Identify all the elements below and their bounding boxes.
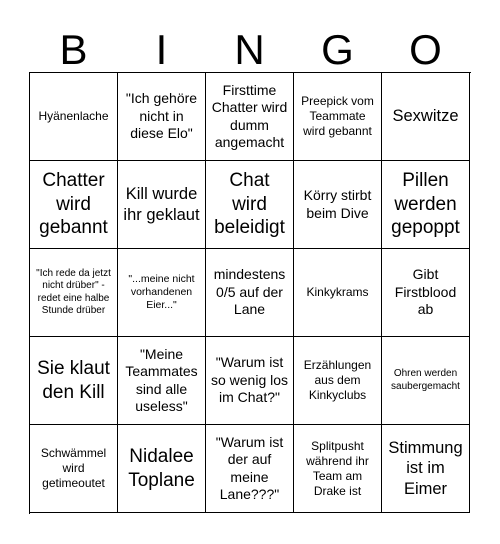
- bingo-cell[interactable]: [206, 425, 294, 513]
- cell-text: Sexwitze: [392, 107, 459, 126]
- bingo-cell[interactable]: [206, 73, 294, 161]
- cell-text: "Warum ist der auf meine Lane???": [215, 433, 284, 502]
- bingo-cell[interactable]: [118, 73, 206, 161]
- header-letter-g: G: [321, 26, 355, 73]
- cell-text: Stimmung ist im Eimer: [388, 438, 463, 498]
- cell-text: Nidalee Toplane: [128, 445, 195, 491]
- cell-text: Gibt Firstblood ab: [394, 266, 457, 318]
- bingo-cell[interactable]: [294, 161, 382, 249]
- bingo-cell[interactable]: [118, 161, 206, 249]
- bingo-grid: [29, 72, 471, 514]
- cell-text: Schwämmel wird getimeoutet: [40, 446, 107, 490]
- cell-text: Ohren werden saubergemacht: [391, 368, 460, 392]
- bingo-cell[interactable]: [382, 337, 470, 425]
- bingo-cell[interactable]: [382, 249, 470, 337]
- bingo-cell[interactable]: [206, 249, 294, 337]
- bingo-cell[interactable]: [118, 425, 206, 513]
- cell-text: Chatter wird gebannt: [39, 169, 108, 239]
- cell-text: Hyänenlache: [38, 109, 109, 123]
- bingo-cell[interactable]: [294, 73, 382, 161]
- bingo-cell[interactable]: [30, 337, 118, 425]
- bingo-cell[interactable]: [382, 161, 470, 249]
- cell-text: Preepick vom Teammate wird gebannt: [301, 94, 374, 138]
- header-letter-n: N: [234, 26, 266, 73]
- bingo-cell[interactable]: [30, 425, 118, 513]
- bingo-cell[interactable]: [30, 73, 118, 161]
- header-letter-b: B: [59, 26, 89, 73]
- cell-text: "Meine Teammates sind alle useless": [125, 345, 198, 414]
- cell-text: "Ich rede da jetzt nicht drüber" - redet eine halbe Stunde drüber: [36, 267, 111, 316]
- cell-text: "...meine nicht vorhandenen Eier...": [128, 272, 195, 312]
- bingo-cell[interactable]: [294, 249, 382, 337]
- bingo-cell[interactable]: [206, 161, 294, 249]
- cell-text: "Warum ist so wenig los im Chat?": [210, 354, 289, 406]
- cell-text: Erzählungen aus dem Kinkyclubs: [303, 358, 372, 402]
- cell-text: Sie klaut den Kill: [37, 357, 110, 403]
- cell-text: Firsttime Chatter wird dumm angemacht: [211, 81, 288, 150]
- cell-text: Körry stirbt beim Dive: [303, 187, 372, 221]
- header-letter-i: I: [155, 26, 169, 73]
- bingo-cell[interactable]: [294, 337, 382, 425]
- bingo-cell[interactable]: [294, 425, 382, 513]
- bingo-header: [30, 22, 470, 78]
- cell-text: Pillen werden gepoppt: [391, 169, 460, 239]
- bingo-cell[interactable]: [118, 249, 206, 337]
- bingo-cell[interactable]: [382, 425, 470, 513]
- bingo-cell[interactable]: [30, 161, 118, 249]
- cell-text: Splitpusht während ihr Team am Drake ist: [306, 438, 369, 498]
- cell-text: Chat wird beleidigt: [214, 169, 285, 239]
- bingo-cell[interactable]: [118, 337, 206, 425]
- cell-text: "Ich gehöre nicht in diese Elo": [125, 90, 198, 142]
- bingo-cell[interactable]: [206, 337, 294, 425]
- cell-text: Kill wurde ihr geklaut: [123, 184, 200, 224]
- bingo-cell[interactable]: [30, 249, 118, 337]
- bingo-cell[interactable]: [382, 73, 470, 161]
- cell-text: mindestens 0/5 auf der Lane: [213, 266, 286, 318]
- cell-text: Kinkykrams: [306, 285, 369, 299]
- header-letter-o: O: [409, 26, 443, 73]
